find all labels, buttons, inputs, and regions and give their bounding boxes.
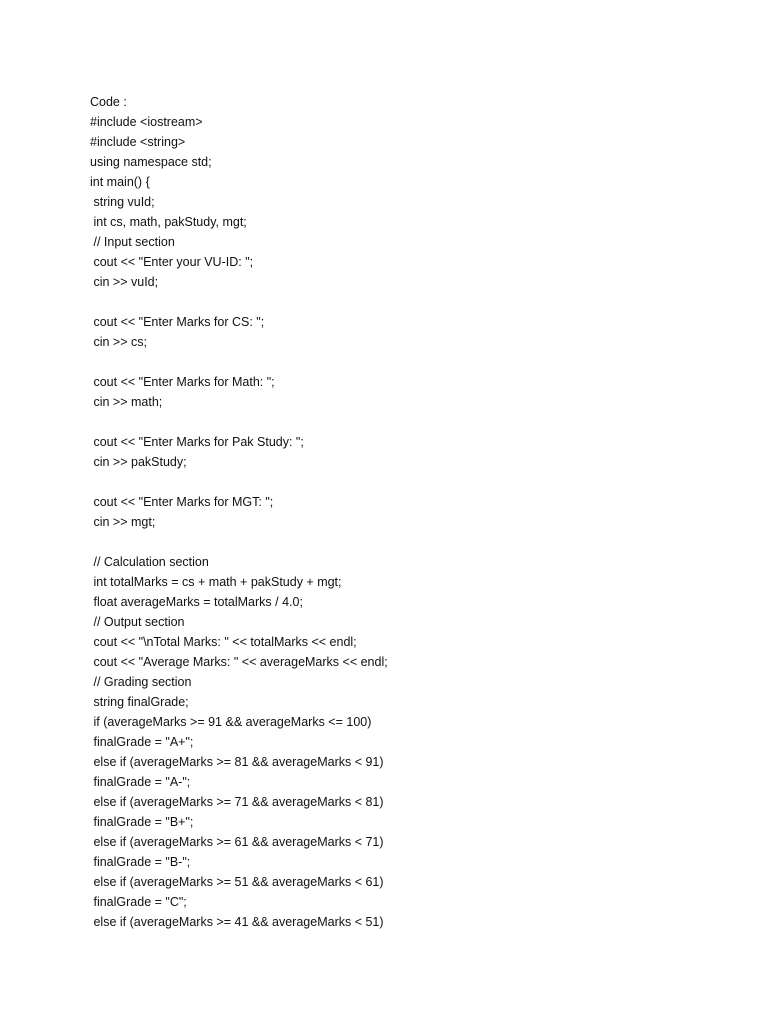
code-line: float averageMarks = totalMarks / 4.0; xyxy=(90,595,303,609)
code-line: // Grading section xyxy=(90,675,192,689)
code-line: finalGrade = "A-"; xyxy=(90,775,191,789)
blank-line xyxy=(90,532,730,552)
code-line: int main() { xyxy=(90,175,150,189)
code-line: // Input section xyxy=(90,235,175,249)
code-line: string finalGrade; xyxy=(90,695,189,709)
code-line: finalGrade = "C"; xyxy=(90,895,187,909)
blank-line xyxy=(90,292,730,312)
code-line: cout << "Enter Marks for CS: "; xyxy=(90,315,265,329)
code-line: else if (averageMarks >= 81 && averageMarks < 91) xyxy=(90,755,384,769)
code-line: finalGrade = "B-"; xyxy=(90,855,191,869)
code-line: Code : xyxy=(90,95,127,109)
code-line: using namespace std; xyxy=(90,155,212,169)
code-line: cout << "Enter your VU-ID: "; xyxy=(90,255,254,269)
code-listing xyxy=(90,92,730,932)
code-line: if (averageMarks >= 91 && averageMarks <= 100) xyxy=(90,715,372,729)
code-line: finalGrade = "A+"; xyxy=(90,735,194,749)
blank-line xyxy=(90,472,730,492)
code-line: else if (averageMarks >= 41 && averageMarks < 51) xyxy=(90,915,384,929)
blank-line xyxy=(90,352,730,372)
code-line: cin >> cs; xyxy=(90,335,147,349)
code-line: cin >> pakStudy; xyxy=(90,455,187,469)
code-line: cout << "Enter Marks for Math: "; xyxy=(90,375,275,389)
code-line: // Output section xyxy=(90,615,185,629)
code-line: string vuId; xyxy=(90,195,155,209)
code-line: else if (averageMarks >= 71 && averageMarks < 81) xyxy=(90,795,384,809)
code-line: finalGrade = "B+"; xyxy=(90,815,194,829)
code-line: cout << "Average Marks: " << averageMarks << endl; xyxy=(90,655,388,669)
code-line: cout << "\nTotal Marks: " << totalMarks << endl; xyxy=(90,635,357,649)
code-line: cout << "Enter Marks for Pak Study: "; xyxy=(90,435,304,449)
code-line: int cs, math, pakStudy, mgt; xyxy=(90,215,247,229)
code-line: int totalMarks = cs + math + pakStudy + mgt; xyxy=(90,575,342,589)
code-line: cin >> mgt; xyxy=(90,515,156,529)
code-line: cin >> vuId; xyxy=(90,275,159,289)
code-line: cin >> math; xyxy=(90,395,163,409)
code-line: // Calculation section xyxy=(90,555,209,569)
code-line: #include <string> xyxy=(90,135,186,149)
code-line: else if (averageMarks >= 61 && averageMarks < 71) xyxy=(90,835,384,849)
blank-line xyxy=(90,412,730,432)
code-line: else if (averageMarks >= 51 && averageMarks < 61) xyxy=(90,875,384,889)
code-line: #include <iostream> xyxy=(90,115,203,129)
code-line: cout << "Enter Marks for MGT: "; xyxy=(90,495,274,509)
